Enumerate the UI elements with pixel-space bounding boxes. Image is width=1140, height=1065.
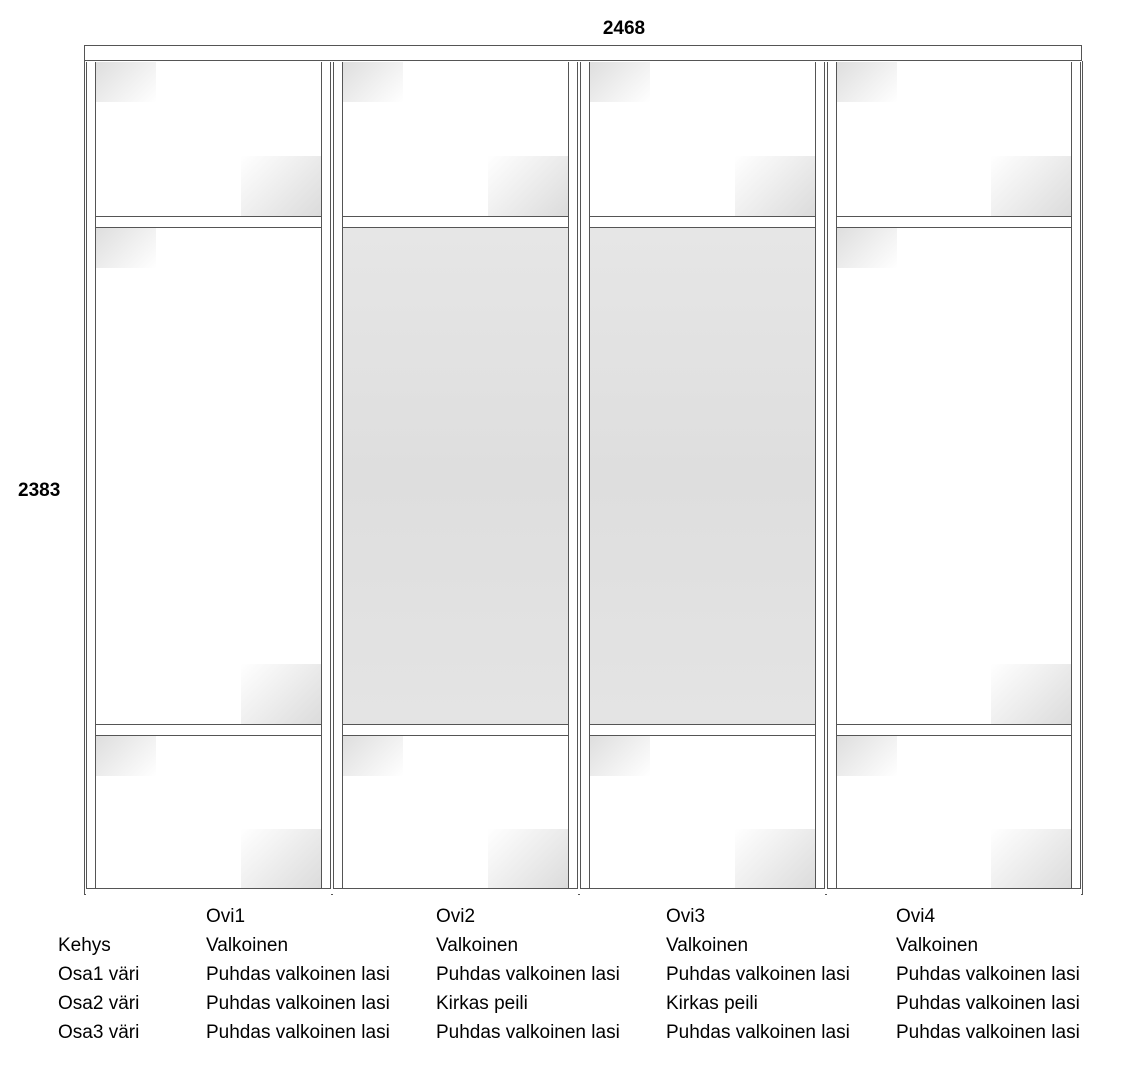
door-3-osa2: Kirkas peili [666, 993, 758, 1014]
osa3-row [0, 1018, 1140, 1048]
door-3-bottom-rail [580, 888, 825, 895]
door-2-panel-2-mirror [343, 228, 568, 724]
door-2-right-stile [568, 62, 578, 895]
door-4-panel-2 [837, 228, 1071, 724]
door-3-panel-2-mirror [590, 228, 815, 724]
height-dimension-label: 2383 [18, 480, 61, 501]
door-4-osa1: Puhdas valkoinen lasi [896, 964, 1080, 985]
door-2-osa2: Kirkas peili [436, 993, 528, 1014]
door-3-rail-upper [590, 216, 815, 228]
osa2-row [0, 989, 1140, 1019]
door-3[interactable] [580, 62, 825, 895]
door-4-bottom-rail [827, 888, 1081, 895]
door-2-osa1: Puhdas valkoinen lasi [436, 964, 620, 985]
door-2[interactable] [333, 62, 578, 895]
door-4-rail-upper [837, 216, 1071, 228]
door-1-osa2: Puhdas valkoinen lasi [206, 993, 390, 1014]
door-1-header: Ovi1 [206, 906, 246, 927]
door-2-osa3: Puhdas valkoinen lasi [436, 1022, 620, 1043]
door-4-osa3: Puhdas valkoinen lasi [896, 1022, 1080, 1043]
door-2-kehys: Valkoinen [436, 935, 519, 956]
osa3-label: Osa3 väri [58, 1022, 140, 1043]
osa2-label: Osa2 väri [58, 993, 140, 1014]
door-header-row [0, 902, 1140, 932]
door-4-kehys: Valkoinen [896, 935, 979, 956]
door-1-panel-2 [96, 228, 321, 724]
top-rail [84, 45, 1082, 61]
door-1-panel-3 [96, 736, 321, 889]
door-3-kehys: Valkoinen [666, 935, 749, 956]
width-dimension-label: 2468 [602, 18, 646, 39]
door-1[interactable] [86, 62, 331, 895]
door-1-bottom-rail [86, 888, 331, 895]
door-3-osa1: Puhdas valkoinen lasi [666, 964, 850, 985]
door-4-panel-3 [837, 736, 1071, 889]
door-2-rail-upper [343, 216, 568, 228]
osa1-label: Osa1 väri [58, 964, 140, 985]
door-4-right-stile [1071, 62, 1081, 895]
door-4-panel-1 [837, 62, 1071, 216]
door-1-panel-1 [96, 62, 321, 216]
door-2-rail-lower [343, 724, 568, 736]
door-4-rail-lower [837, 724, 1071, 736]
door-3-rail-lower [590, 724, 815, 736]
door-1-osa3: Puhdas valkoinen lasi [206, 1022, 390, 1043]
kehys-row [0, 931, 1140, 961]
door-2-header: Ovi2 [436, 906, 476, 927]
door-1-left-stile [86, 62, 96, 895]
door-2-bottom-rail [333, 888, 578, 895]
door-4[interactable] [827, 62, 1081, 895]
door-1-right-stile [321, 62, 331, 895]
door-4-osa2: Puhdas valkoinen lasi [896, 993, 1080, 1014]
door-3-right-stile [815, 62, 825, 895]
door-4-header: Ovi4 [896, 906, 936, 927]
door-1-kehys: Valkoinen [206, 935, 289, 956]
door-3-left-stile [580, 62, 590, 895]
door-1-osa1: Puhdas valkoinen lasi [206, 964, 390, 985]
door-1-rail-upper [96, 216, 321, 228]
door-2-left-stile [333, 62, 343, 895]
door-3-osa3: Puhdas valkoinen lasi [666, 1022, 850, 1043]
door-2-panel-3 [343, 736, 568, 889]
door-3-panel-1 [590, 62, 815, 216]
door-4-left-stile [827, 62, 837, 895]
door-1-rail-lower [96, 724, 321, 736]
door-3-panel-3 [590, 736, 815, 889]
kehys-label: Kehys [58, 935, 111, 956]
osa1-row [0, 960, 1140, 990]
door-3-header: Ovi3 [666, 906, 706, 927]
door-2-panel-1 [343, 62, 568, 216]
